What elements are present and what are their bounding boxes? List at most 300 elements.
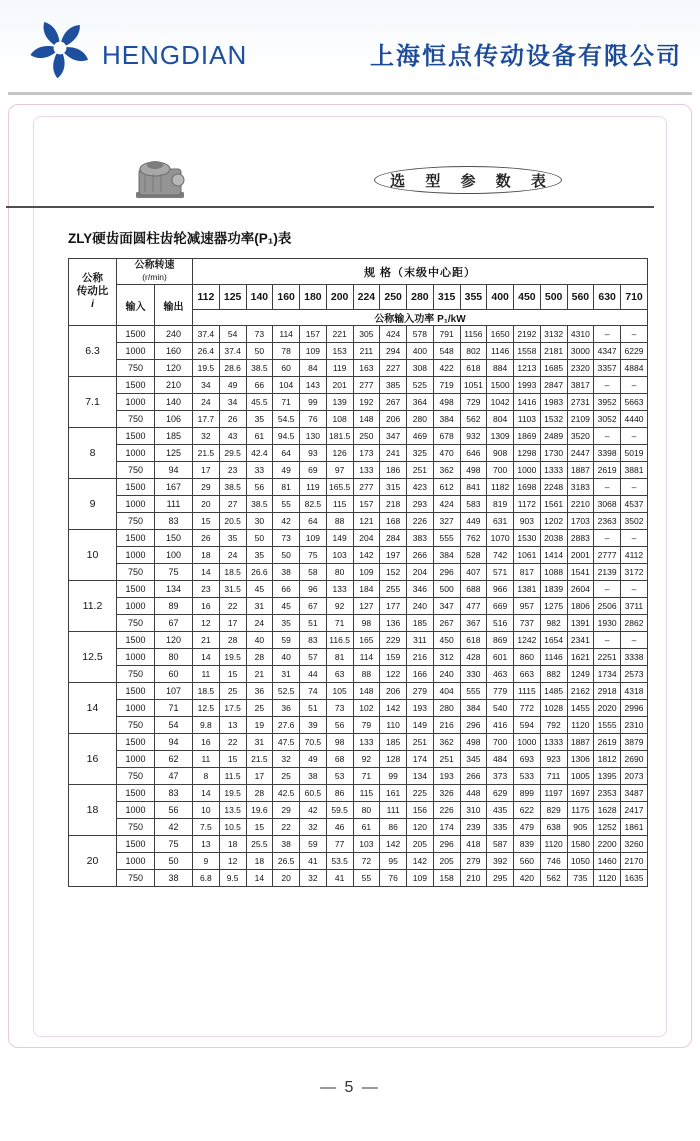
power-cell: 899 (514, 785, 541, 802)
power-cell: 24 (219, 547, 246, 564)
power-cell: 9 (193, 853, 220, 870)
power-cell: 450 (433, 632, 460, 649)
power-cell: 21 (193, 632, 220, 649)
power-cell: 2038 (540, 530, 567, 547)
power-cell: 533 (514, 768, 541, 785)
power-cell: 1172 (514, 496, 541, 513)
power-cell: 347 (433, 598, 460, 615)
power-cell: – (621, 326, 648, 343)
power-cell: 148 (353, 411, 380, 428)
power-cell: 1530 (514, 530, 541, 547)
power-cell: 2020 (594, 700, 621, 717)
power-cell: 53 (326, 768, 353, 785)
table-row (69, 700, 648, 717)
input-header: 输入 (117, 285, 155, 326)
power-cell: 325 (407, 445, 434, 462)
power-cell: 3000 (567, 343, 594, 360)
power-cell: 3520 (567, 428, 594, 445)
power-cell: 11 (193, 666, 220, 683)
power-cell: 540 (487, 700, 514, 717)
power-cell: 1697 (567, 785, 594, 802)
power-cell: 159 (380, 649, 407, 666)
power-cell: 555 (460, 683, 487, 700)
power-cell: 59 (300, 836, 327, 853)
power-cell: 315 (380, 479, 407, 496)
power-cell: 15 (219, 666, 246, 683)
header-divider (8, 92, 692, 95)
power-cell: 1120 (567, 717, 594, 734)
power-cell: 15 (193, 513, 220, 530)
power-cell: 47.5 (273, 734, 300, 751)
power-cell: 1103 (514, 411, 541, 428)
power-cell: 136 (380, 615, 407, 632)
spec-header: 规 格（末级中心距） (193, 259, 648, 285)
power-cell: 81 (273, 479, 300, 496)
power-cell: 58 (300, 564, 327, 581)
speed-input-cell: 1000 (117, 343, 155, 360)
power-cell: 737 (514, 615, 541, 632)
power-cell: 631 (487, 513, 514, 530)
power-cell: 42 (300, 802, 327, 819)
power-cell: 1806 (567, 598, 594, 615)
table-row (69, 870, 648, 887)
power-cell: 50 (246, 343, 273, 360)
power-cell: 1146 (487, 343, 514, 360)
power-cell: 571 (487, 564, 514, 581)
power-cell: 229 (380, 632, 407, 649)
power-cell: 142 (353, 547, 380, 564)
power-cell: 11 (193, 751, 220, 768)
speed-output-cell: 240 (155, 326, 193, 343)
power-cell: 869 (487, 632, 514, 649)
power-cell: 498 (433, 394, 460, 411)
power-cell: 1202 (540, 513, 567, 530)
power-cell: – (594, 632, 621, 649)
power-cell: 29 (193, 479, 220, 496)
power-cell: 982 (540, 615, 567, 632)
power-cell: 1887 (567, 734, 594, 751)
power-cell: 385 (380, 377, 407, 394)
power-cell: 966 (487, 581, 514, 598)
speed-input-cell: 750 (117, 615, 155, 632)
power-cell: 133 (326, 581, 353, 598)
power-cell: 99 (380, 768, 407, 785)
power-cell: 362 (433, 734, 460, 751)
power-cell: 17 (193, 462, 220, 479)
power-cell: 1541 (567, 564, 594, 581)
power-cell: 64 (273, 445, 300, 462)
size-col-header: 630 (594, 285, 621, 310)
table-row (69, 717, 648, 734)
table-row (69, 632, 648, 649)
power-cell: 500 (433, 581, 460, 598)
power-cell: 367 (460, 615, 487, 632)
speed-input-cell: 750 (117, 666, 155, 683)
power-cell: 1532 (540, 411, 567, 428)
power-cell: 139 (326, 394, 353, 411)
power-cell: 1391 (567, 615, 594, 632)
power-cell: 55 (273, 496, 300, 513)
power-cell: 1298 (514, 445, 541, 462)
power-cell: 525 (407, 377, 434, 394)
power-cell: 669 (487, 598, 514, 615)
power-cell: 34 (193, 377, 220, 394)
power-cell: 435 (487, 802, 514, 819)
power-cell: 2001 (567, 547, 594, 564)
power-cell: 19.5 (219, 649, 246, 666)
speed-output-cell: 100 (155, 547, 193, 564)
power-cell: 49 (273, 462, 300, 479)
power-cell: 1635 (621, 870, 648, 887)
power-cell: 560 (514, 853, 541, 870)
size-col-header: 140 (246, 285, 273, 310)
ratio-cell: 16 (69, 734, 117, 785)
power-cell: 130 (300, 428, 327, 445)
power-cell: 646 (460, 445, 487, 462)
speed-output-cell: 42 (155, 819, 193, 836)
power-cell: 61 (246, 428, 273, 445)
table-row (69, 751, 648, 768)
speed-input-cell: 1500 (117, 683, 155, 700)
size-col-header: 450 (514, 285, 541, 310)
power-cell: 109 (407, 870, 434, 887)
power-cell: 841 (460, 479, 487, 496)
power-cell: 82.5 (300, 496, 327, 513)
power-cell: 13.5 (219, 802, 246, 819)
page-number: — 5 — (320, 1079, 380, 1096)
power-cell: 17.7 (193, 411, 220, 428)
power-cell: 44 (300, 666, 327, 683)
power-cell: 1042 (487, 394, 514, 411)
power-cell: 700 (487, 462, 514, 479)
output-header: 输出 (155, 285, 193, 326)
hengdian-logo-icon (28, 16, 92, 80)
power-cell: 27 (219, 496, 246, 513)
power-cell: 16 (193, 734, 220, 751)
power-cell: 1416 (514, 394, 541, 411)
power-cell: 498 (460, 734, 487, 751)
table-row (69, 496, 648, 513)
speed-input-cell: 750 (117, 768, 155, 785)
power-cell: 1500 (487, 377, 514, 394)
power-cell: 3068 (594, 496, 621, 513)
power-cell: 424 (433, 496, 460, 513)
power-cell: 35 (219, 530, 246, 547)
power-cell: 174 (407, 751, 434, 768)
power-cell: 31 (246, 734, 273, 751)
power-cell: 2181 (540, 343, 567, 360)
power-cell: 22 (219, 598, 246, 615)
power-cell: 78 (273, 343, 300, 360)
power-cell: 404 (433, 683, 460, 700)
power-cell: 251 (407, 462, 434, 479)
ratio-cell: 10 (69, 530, 117, 581)
speed-output-cell: 120 (155, 360, 193, 377)
table-row (69, 445, 648, 462)
power-cell: 4112 (621, 547, 648, 564)
power-cell: 296 (433, 836, 460, 853)
power-cell: 25.5 (246, 836, 273, 853)
power-cell: 1182 (487, 479, 514, 496)
table-row (69, 326, 648, 343)
power-cell: 66 (246, 377, 273, 394)
power-cell: 185 (407, 615, 434, 632)
power-cell: 156 (407, 802, 434, 819)
power-cell: 345 (460, 751, 487, 768)
power-cell: 327 (433, 513, 460, 530)
power-cell: 2251 (594, 649, 621, 666)
power-cell: 32 (193, 428, 220, 445)
power-cell: 2200 (594, 836, 621, 853)
speed-output-cell: 83 (155, 513, 193, 530)
power-cell: 92 (326, 598, 353, 615)
power-cell: 18 (219, 836, 246, 853)
speed-output-cell: 140 (155, 394, 193, 411)
speed-input-cell: 1000 (117, 496, 155, 513)
power-cell: 81 (326, 649, 353, 666)
power-cell: 26.5 (273, 853, 300, 870)
power-cell: 2690 (621, 751, 648, 768)
power-cell: 37.4 (193, 326, 220, 343)
power-cell: 312 (433, 649, 460, 666)
power-cell: 463 (487, 666, 514, 683)
power-cell: 1120 (594, 870, 621, 887)
power-cell: 839 (514, 836, 541, 853)
power-cell: 12 (193, 615, 220, 632)
power-cell: 498 (460, 462, 487, 479)
power-cell: 4318 (621, 683, 648, 700)
power-cell: 407 (460, 564, 487, 581)
power-cell: 240 (433, 666, 460, 683)
power-cell: 1628 (594, 802, 621, 819)
power-cell: 418 (460, 836, 487, 853)
power-cell: – (621, 530, 648, 547)
power-cell: 38 (273, 564, 300, 581)
power-cell: 206 (380, 411, 407, 428)
speed-input-cell: 750 (117, 819, 155, 836)
power-cell: 19.6 (246, 802, 273, 819)
power-cell: 205 (407, 836, 434, 853)
table-row (69, 819, 648, 836)
power-cell: 9.8 (193, 717, 220, 734)
power-cell: 362 (433, 462, 460, 479)
power-cell: 173 (353, 445, 380, 462)
power-cell: 5019 (621, 445, 648, 462)
power-cell: 94.5 (273, 428, 300, 445)
speed-input-cell: 1000 (117, 751, 155, 768)
ratio-symbol: i (91, 299, 94, 311)
speed-input-cell: 750 (117, 411, 155, 428)
power-cell: 1993 (514, 377, 541, 394)
power-cell: 197 (380, 547, 407, 564)
power-cell: 49 (300, 751, 327, 768)
speed-header-label: 公称转速 (134, 259, 175, 271)
speed-output-cell: 120 (155, 632, 193, 649)
power-cell: 39 (300, 717, 327, 734)
table-row (69, 785, 648, 802)
table-row (69, 802, 648, 819)
power-cell: 663 (514, 666, 541, 683)
speed-input-cell: 1000 (117, 853, 155, 870)
power-cell: – (594, 581, 621, 598)
power-cell: 54.5 (273, 411, 300, 428)
speed-input-cell: 1000 (117, 445, 155, 462)
power-cell: 2248 (540, 479, 567, 496)
table-row (69, 836, 648, 853)
power-cell: 957 (514, 598, 541, 615)
power-cell: – (621, 479, 648, 496)
table-row (69, 377, 648, 394)
speed-input-cell: 1000 (117, 547, 155, 564)
speed-input-cell: 1000 (117, 394, 155, 411)
power-cell: 204 (407, 564, 434, 581)
power-cell: 308 (407, 360, 434, 377)
power-cell: 22 (273, 819, 300, 836)
power-cell: 618 (460, 632, 487, 649)
power-cell: 111 (380, 802, 407, 819)
power-cell: 392 (487, 853, 514, 870)
power-cell: 75 (300, 547, 327, 564)
power-cell: 3398 (594, 445, 621, 462)
power-cell: 40 (246, 632, 273, 649)
power-cell: 30 (246, 513, 273, 530)
power-cell: 26 (219, 411, 246, 428)
power-cell: 905 (567, 819, 594, 836)
power-cell: 1730 (540, 445, 567, 462)
speed-output-cell: 89 (155, 598, 193, 615)
power-cell: 1061 (514, 547, 541, 564)
power-cell: 60 (273, 360, 300, 377)
power-cell: 2310 (621, 717, 648, 734)
power-cell: 32 (300, 819, 327, 836)
power-cell: 587 (487, 836, 514, 853)
power-cell: 45.5 (246, 394, 273, 411)
power-cell: 103 (353, 836, 380, 853)
power-cell: 2862 (621, 615, 648, 632)
speed-input-cell: 1500 (117, 479, 155, 496)
power-cell: 1558 (514, 343, 541, 360)
power-cell: 70.5 (300, 734, 327, 751)
size-col-header: 710 (621, 285, 648, 310)
power-cell: 779 (487, 683, 514, 700)
power-cell: 37.4 (219, 343, 246, 360)
power-cell: 347 (380, 428, 407, 445)
power-cell: 95 (380, 853, 407, 870)
power-cell: 80 (353, 802, 380, 819)
power-cell: 1005 (567, 768, 594, 785)
power-cell: 115 (326, 496, 353, 513)
power-cell: 42.4 (246, 445, 273, 462)
power-cell: 98 (326, 734, 353, 751)
power-cell: 882 (540, 666, 567, 683)
power-cell: 2073 (621, 768, 648, 785)
power-cell: 28.6 (219, 360, 246, 377)
power-cell: 829 (540, 802, 567, 819)
power-cell: 678 (433, 428, 460, 445)
power-cell: 2447 (567, 445, 594, 462)
speed-input-cell: 1500 (117, 326, 155, 343)
power-cell: 21.5 (193, 445, 220, 462)
header-row-1 (69, 259, 648, 285)
power-cell: 279 (460, 853, 487, 870)
power-cell: 422 (433, 360, 460, 377)
power-cell: 26.6 (246, 564, 273, 581)
power-cell: 174 (433, 819, 460, 836)
power-cell: 240 (407, 598, 434, 615)
power-cell: 42.5 (273, 785, 300, 802)
power-cell: 116.5 (326, 632, 353, 649)
power-cell: 51 (300, 615, 327, 632)
power-cell: 1703 (567, 513, 594, 530)
power-cell: 1050 (567, 853, 594, 870)
power-cell: 2489 (540, 428, 567, 445)
power-cell: 3711 (621, 598, 648, 615)
power-cell: 2162 (567, 683, 594, 700)
speed-input-cell: 1500 (117, 734, 155, 751)
power-cell: 23 (219, 462, 246, 479)
power-cell: 184 (353, 581, 380, 598)
power-cell: 2139 (594, 564, 621, 581)
power-cell: 121 (353, 513, 380, 530)
power-cell: 477 (460, 598, 487, 615)
power-cell: 63 (326, 666, 353, 683)
power-cell: 148 (353, 683, 380, 700)
power-cell: 1621 (567, 649, 594, 666)
power-cell: 143 (300, 377, 327, 394)
power-cell: 423 (407, 479, 434, 496)
size-header-row (69, 285, 648, 310)
power-cell: 3502 (621, 513, 648, 530)
power-cell: 73 (246, 326, 273, 343)
power-cell: 14 (193, 564, 220, 581)
size-col-header: 250 (380, 285, 407, 310)
power-cell: 629 (487, 785, 514, 802)
power-cell: 71 (273, 394, 300, 411)
power-cell: 1156 (460, 326, 487, 343)
power-cell: 114 (353, 649, 380, 666)
speed-output-cell: 160 (155, 343, 193, 360)
power-cell: 50 (246, 530, 273, 547)
power-cell: 1088 (540, 564, 567, 581)
power-cell: 1275 (540, 598, 567, 615)
power-cell: 2847 (540, 377, 567, 394)
power-cell: 166 (407, 666, 434, 683)
power-cell: – (621, 581, 648, 598)
power-cell: 2731 (567, 394, 594, 411)
power-cell: 1000 (514, 734, 541, 751)
size-col-header: 224 (353, 285, 380, 310)
power-cell: 762 (460, 530, 487, 547)
power-cell: 25 (273, 768, 300, 785)
power-cell: 1051 (460, 377, 487, 394)
power-cell: 267 (433, 615, 460, 632)
power-cell: – (594, 479, 621, 496)
size-col-header: 160 (273, 285, 300, 310)
power-cell: 119 (300, 479, 327, 496)
power-cell: 280 (433, 700, 460, 717)
power-cell: 226 (407, 513, 434, 530)
power-cell: 60.5 (300, 785, 327, 802)
power-cell: 383 (407, 530, 434, 547)
table-row (69, 598, 648, 615)
power-cell: 4440 (621, 411, 648, 428)
power-cell: 55 (353, 870, 380, 887)
power-cell: 34 (219, 394, 246, 411)
size-col-header: 112 (193, 285, 220, 310)
power-cell: 51 (300, 700, 327, 717)
power-cell: 241 (380, 445, 407, 462)
speed-output-cell: 60 (155, 666, 193, 683)
